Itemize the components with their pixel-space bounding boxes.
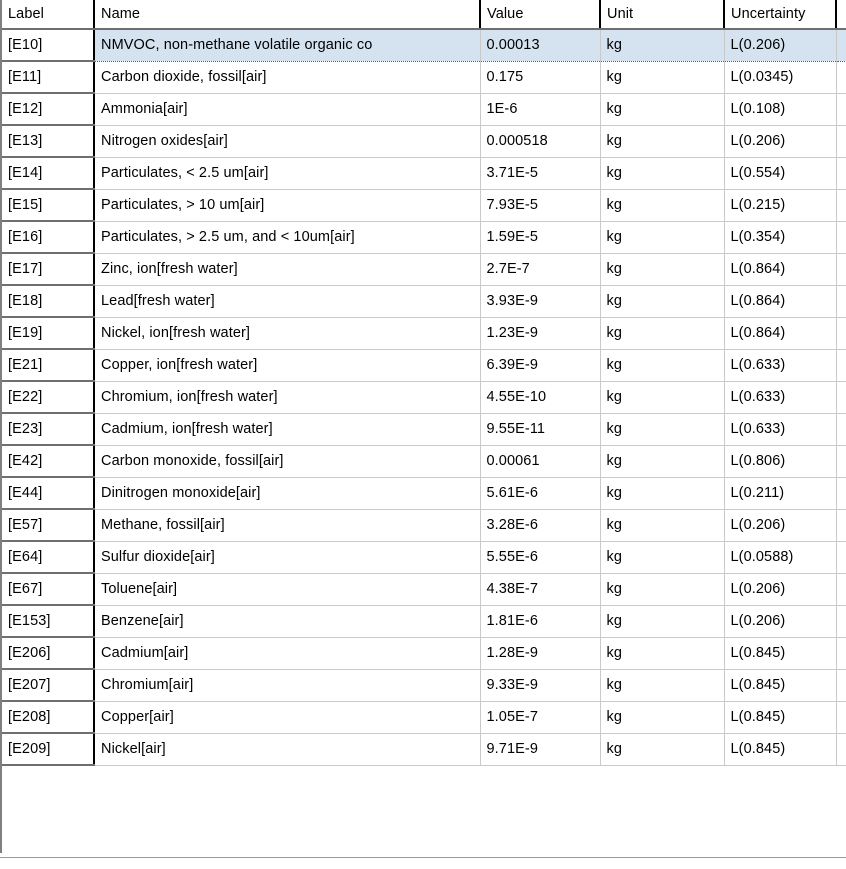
row-unit-cell[interactable]: kg — [600, 285, 724, 317]
row-uncertainty-cell[interactable]: L(0.206) — [724, 573, 836, 605]
row-uncertainty-cell[interactable]: L(0.864) — [724, 285, 836, 317]
row-uncertainty-cell[interactable]: L(0.845) — [724, 701, 836, 733]
row-uncertainty-cell[interactable]: L(0.864) — [724, 253, 836, 285]
row-label-cell[interactable]: [E57] — [2, 509, 94, 541]
row-name-cell[interactable]: Cadmium[air] — [94, 637, 480, 669]
row-label-cell[interactable]: [E153] — [2, 605, 94, 637]
row-label-cell[interactable]: [E10] — [2, 29, 94, 61]
row-spacer-cell — [836, 445, 846, 477]
row-uncertainty-cell[interactable]: L(0.206) — [724, 29, 836, 61]
row-label-cell[interactable]: [E209] — [2, 733, 94, 765]
row-value-cell[interactable]: 0.000518 — [480, 125, 600, 157]
row-label-cell[interactable]: [E15] — [2, 189, 94, 221]
row-uncertainty-cell[interactable]: L(0.864) — [724, 317, 836, 349]
row-uncertainty-cell[interactable]: L(0.206) — [724, 509, 836, 541]
row-unit-cell[interactable]: kg — [600, 509, 724, 541]
column-header-label[interactable]: Label — [2, 0, 94, 29]
table-row[interactable] — [2, 381, 846, 413]
row-name-cell[interactable]: Copper, ion[fresh water] — [94, 349, 480, 381]
row-spacer-cell — [836, 285, 846, 317]
row-value-cell[interactable]: 1.23E-9 — [480, 317, 600, 349]
row-unit-cell[interactable]: kg — [600, 669, 724, 701]
table-row[interactable] — [2, 93, 846, 125]
row-name-cell[interactable]: Sulfur dioxide[air] — [94, 541, 480, 573]
row-uncertainty-cell[interactable]: L(0.215) — [724, 189, 836, 221]
row-name-cell[interactable]: Nickel, ion[fresh water] — [94, 317, 480, 349]
table-row[interactable] — [2, 541, 846, 573]
row-spacer-cell — [836, 125, 846, 157]
row-label-cell[interactable]: [E67] — [2, 573, 94, 605]
table-row[interactable] — [2, 509, 846, 541]
row-uncertainty-cell[interactable]: L(0.206) — [724, 605, 836, 637]
row-unit-cell[interactable]: kg — [600, 573, 724, 605]
row-name-cell[interactable]: Particulates, < 2.5 um[air] — [94, 157, 480, 189]
header-row — [2, 0, 846, 29]
table-row[interactable] — [2, 29, 846, 61]
row-spacer-cell — [836, 669, 846, 701]
row-uncertainty-cell[interactable]: L(0.845) — [724, 669, 836, 701]
row-unit-cell[interactable]: kg — [600, 253, 724, 285]
row-value-cell[interactable]: 0.00013 — [480, 29, 600, 61]
row-uncertainty-cell[interactable]: L(0.845) — [724, 637, 836, 669]
column-header-uncertainty[interactable]: Uncertainty — [724, 0, 836, 29]
column-header-unit[interactable]: Unit — [600, 0, 724, 29]
row-value-cell[interactable]: 0.00061 — [480, 445, 600, 477]
row-value-cell[interactable]: 1E-6 — [480, 93, 600, 125]
row-value-cell[interactable]: 5.61E-6 — [480, 477, 600, 509]
row-value-cell[interactable]: 9.55E-11 — [480, 413, 600, 445]
row-spacer-cell — [836, 541, 846, 573]
table-row[interactable] — [2, 125, 846, 157]
table-row[interactable] — [2, 477, 846, 509]
row-spacer-cell — [836, 61, 846, 93]
row-unit-cell[interactable]: kg — [600, 605, 724, 637]
row-spacer-cell — [836, 93, 846, 125]
column-header-name[interactable]: Name — [94, 0, 480, 29]
row-value-cell[interactable]: 1.59E-5 — [480, 221, 600, 253]
row-unit-cell[interactable]: kg — [600, 413, 724, 445]
row-name-cell[interactable]: Toluene[air] — [94, 573, 480, 605]
row-value-cell[interactable]: 9.71E-9 — [480, 733, 600, 765]
row-label-cell[interactable]: [E14] — [2, 157, 94, 189]
row-label-cell[interactable]: [E19] — [2, 317, 94, 349]
row-spacer-cell — [836, 605, 846, 637]
row-name-cell[interactable]: Cadmium, ion[fresh water] — [94, 413, 480, 445]
table-row[interactable] — [2, 637, 846, 669]
table-row[interactable] — [2, 701, 846, 733]
table-body — [2, 29, 846, 765]
row-uncertainty-cell[interactable]: L(0.354) — [724, 221, 836, 253]
column-header-spacer — [836, 0, 846, 29]
row-name-cell[interactable]: Nitrogen oxides[air] — [94, 125, 480, 157]
row-spacer-cell — [836, 381, 846, 413]
row-spacer-cell — [836, 157, 846, 189]
row-name-cell[interactable]: Methane, fossil[air] — [94, 509, 480, 541]
row-label-cell[interactable]: [E18] — [2, 285, 94, 317]
row-name-cell[interactable]: Dinitrogen monoxide[air] — [94, 477, 480, 509]
row-uncertainty-cell[interactable]: L(0.845) — [724, 733, 836, 765]
row-name-cell[interactable]: Zinc, ion[fresh water] — [94, 253, 480, 285]
row-name-cell[interactable]: Chromium[air] — [94, 669, 480, 701]
row-unit-cell[interactable]: kg — [600, 541, 724, 573]
row-uncertainty-cell[interactable]: L(0.633) — [724, 381, 836, 413]
row-value-cell[interactable]: 4.38E-7 — [480, 573, 600, 605]
table-row[interactable] — [2, 221, 846, 253]
row-name-cell[interactable]: Ammonia[air] — [94, 93, 480, 125]
row-spacer-cell — [836, 637, 846, 669]
table-row[interactable] — [2, 253, 846, 285]
row-spacer-cell — [836, 317, 846, 349]
row-label-cell[interactable]: [E21] — [2, 349, 94, 381]
row-value-cell[interactable]: 1.05E-7 — [480, 701, 600, 733]
table-row[interactable] — [2, 285, 846, 317]
row-unit-cell[interactable]: kg — [600, 701, 724, 733]
row-value-cell[interactable]: 3.93E-9 — [480, 285, 600, 317]
row-unit-cell[interactable]: kg — [600, 189, 724, 221]
row-value-cell[interactable]: 3.28E-6 — [480, 509, 600, 541]
row-name-cell[interactable]: Particulates, > 10 um[air] — [94, 189, 480, 221]
row-name-cell[interactable]: Carbon monoxide, fossil[air] — [94, 445, 480, 477]
row-name-cell[interactable]: Copper[air] — [94, 701, 480, 733]
row-value-cell[interactable]: 3.71E-5 — [480, 157, 600, 189]
table-row[interactable] — [2, 573, 846, 605]
row-spacer-cell — [836, 509, 846, 541]
table-header — [2, 0, 846, 29]
table-row[interactable] — [2, 189, 846, 221]
row-uncertainty-cell[interactable]: L(0.0345) — [724, 61, 836, 93]
row-name-cell[interactable]: Carbon dioxide, fossil[air] — [94, 61, 480, 93]
row-unit-cell[interactable]: kg — [600, 381, 724, 413]
row-uncertainty-cell[interactable]: L(0.633) — [724, 349, 836, 381]
row-unit-cell[interactable]: kg — [600, 29, 724, 61]
row-name-cell[interactable]: Particulates, > 2.5 um, and < 10um[air] — [94, 221, 480, 253]
row-uncertainty-cell[interactable]: L(0.806) — [724, 445, 836, 477]
row-uncertainty-cell[interactable]: L(0.554) — [724, 157, 836, 189]
row-value-cell[interactable]: 2.7E-7 — [480, 253, 600, 285]
row-unit-cell[interactable]: kg — [600, 317, 724, 349]
table-row[interactable] — [2, 605, 846, 637]
row-value-cell[interactable]: 7.93E-5 — [480, 189, 600, 221]
table-row[interactable] — [2, 61, 846, 93]
column-header-value[interactable]: Value — [480, 0, 600, 29]
row-unit-cell[interactable]: kg — [600, 125, 724, 157]
row-label-cell[interactable]: [E23] — [2, 413, 94, 445]
row-unit-cell[interactable]: kg — [600, 221, 724, 253]
row-uncertainty-cell[interactable]: L(0.108) — [724, 93, 836, 125]
row-unit-cell[interactable]: kg — [600, 477, 724, 509]
row-value-cell[interactable]: 0.175 — [480, 61, 600, 93]
row-label-cell[interactable]: [E42] — [2, 445, 94, 477]
row-label-cell[interactable]: [E17] — [2, 253, 94, 285]
row-spacer-cell — [836, 189, 846, 221]
row-label-cell[interactable]: [E16] — [2, 221, 94, 253]
row-unit-cell[interactable]: kg — [600, 93, 724, 125]
row-spacer-cell — [836, 221, 846, 253]
row-unit-cell[interactable]: kg — [600, 637, 724, 669]
row-name-cell[interactable]: Benzene[air] — [94, 605, 480, 637]
row-uncertainty-cell[interactable]: L(0.206) — [724, 125, 836, 157]
row-label-cell[interactable]: [E208] — [2, 701, 94, 733]
row-value-cell[interactable]: 4.55E-10 — [480, 381, 600, 413]
row-value-cell[interactable]: 5.55E-6 — [480, 541, 600, 573]
row-unit-cell[interactable]: kg — [600, 733, 724, 765]
row-label-cell[interactable]: [E12] — [2, 93, 94, 125]
row-spacer-cell — [836, 701, 846, 733]
table-row[interactable] — [2, 349, 846, 381]
row-label-cell[interactable]: [E206] — [2, 637, 94, 669]
table-row[interactable] — [2, 733, 846, 765]
row-label-cell[interactable]: [E11] — [2, 61, 94, 93]
table-row[interactable] — [2, 413, 846, 445]
row-name-cell[interactable]: Nickel[air] — [94, 733, 480, 765]
row-spacer-cell — [836, 349, 846, 381]
table-row[interactable] — [2, 317, 846, 349]
row-value-cell[interactable]: 1.81E-6 — [480, 605, 600, 637]
row-uncertainty-cell[interactable]: L(0.211) — [724, 477, 836, 509]
row-unit-cell[interactable]: kg — [600, 445, 724, 477]
row-unit-cell[interactable]: kg — [600, 349, 724, 381]
row-spacer-cell — [836, 253, 846, 285]
row-unit-cell[interactable]: kg — [600, 157, 724, 189]
table-row[interactable] — [2, 669, 846, 701]
row-name-cell[interactable]: NMVOC, non-methane volatile organic co — [94, 29, 480, 61]
row-value-cell[interactable]: 9.33E-9 — [480, 669, 600, 701]
row-uncertainty-cell[interactable]: L(0.633) — [724, 413, 836, 445]
bottom-strip — [0, 860, 846, 869]
row-label-cell[interactable]: [E64] — [2, 541, 94, 573]
row-label-cell[interactable]: [E13] — [2, 125, 94, 157]
row-label-cell[interactable]: [E22] — [2, 381, 94, 413]
row-name-cell[interactable]: Lead[fresh water] — [94, 285, 480, 317]
row-spacer-cell — [836, 413, 846, 445]
row-unit-cell[interactable]: kg — [600, 61, 724, 93]
row-spacer-cell — [836, 573, 846, 605]
row-spacer-cell — [836, 29, 846, 61]
row-uncertainty-cell[interactable]: L(0.0588) — [724, 541, 836, 573]
table-row[interactable] — [2, 445, 846, 477]
row-label-cell[interactable]: [E207] — [2, 669, 94, 701]
row-label-cell[interactable]: [E44] — [2, 477, 94, 509]
row-spacer-cell — [836, 477, 846, 509]
row-spacer-cell — [836, 733, 846, 765]
substance-table — [2, 0, 846, 766]
row-value-cell[interactable]: 6.39E-9 — [480, 349, 600, 381]
table-row[interactable] — [2, 157, 846, 189]
row-value-cell[interactable]: 1.28E-9 — [480, 637, 600, 669]
row-name-cell[interactable]: Chromium, ion[fresh water] — [94, 381, 480, 413]
